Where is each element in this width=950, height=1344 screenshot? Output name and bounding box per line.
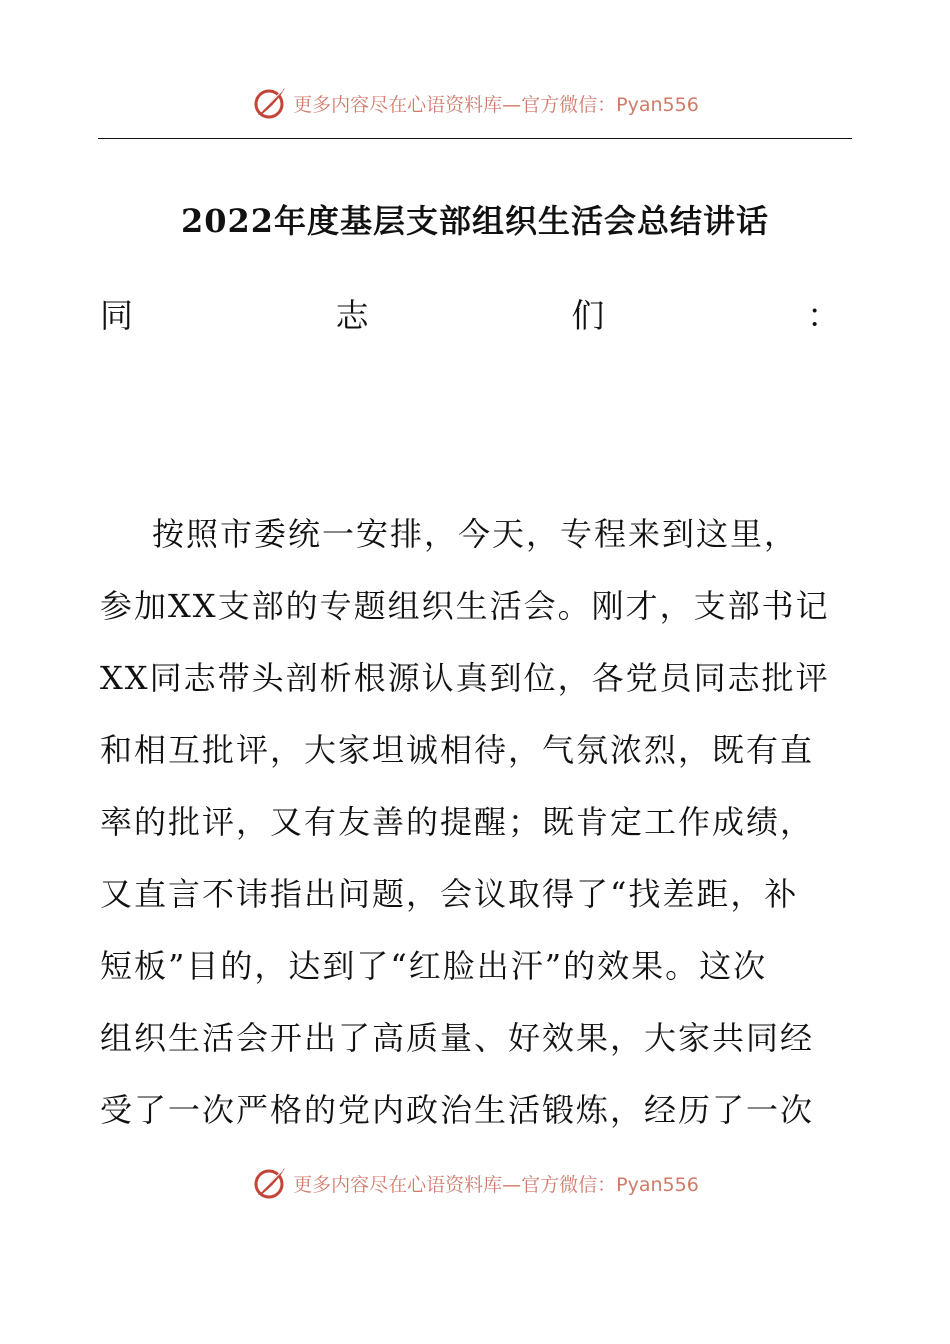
paragraph-line: 率的批评，又有友善的提醒；既肯定工作成绩， — [100, 803, 815, 841]
document-title: 2022年度基层支部组织生活会总结讲话 — [180, 202, 770, 240]
body-paragraph — [100, 498, 850, 1146]
header-banner — [0, 83, 950, 123]
salutation-char: ： — [806, 296, 840, 335]
paragraph-line: 组织生活会开出了高质量、好效果，大家共同经 — [100, 1019, 815, 1057]
paragraph-line: 按照市委统一安排，今天，专程来到这里， — [152, 515, 799, 553]
salutation-char: 们 — [571, 296, 605, 335]
salutation-char: 同 — [100, 296, 133, 335]
paragraph-line: 又直言不讳指出问题，会议取得了“找差距，补 — [100, 875, 799, 913]
header-divider — [98, 138, 852, 139]
salutation — [100, 290, 840, 337]
paragraph-line: 短板”目的，达到了“红脸出汗”的效果。这次 — [100, 947, 768, 985]
paragraph-line: 参加XX支部的专题组织生活会。刚才，支部书记 — [100, 587, 830, 625]
footer-banner-text: 更多内容尽在心语资料库—官方微信：Pyan556 — [293, 1173, 699, 1196]
header-banner-text: 更多内容尽在心语资料库—官方微信：Pyan556 — [293, 93, 699, 116]
quill-circle-logo-icon — [251, 1164, 289, 1202]
salutation-char: 志 — [335, 296, 369, 335]
quill-circle-logo-icon — [251, 84, 289, 122]
paragraph-line: XX同志带头剖析根源认真到位，各党员同志批评 — [100, 659, 830, 697]
footer-banner — [0, 1163, 950, 1203]
paragraph-line: 和相互批评，大家坦诚相待，气氛浓烈，既有直 — [100, 731, 815, 769]
paragraph-line: 受了一次严格的党内政治生活锻炼，经历了一次 — [100, 1091, 815, 1129]
